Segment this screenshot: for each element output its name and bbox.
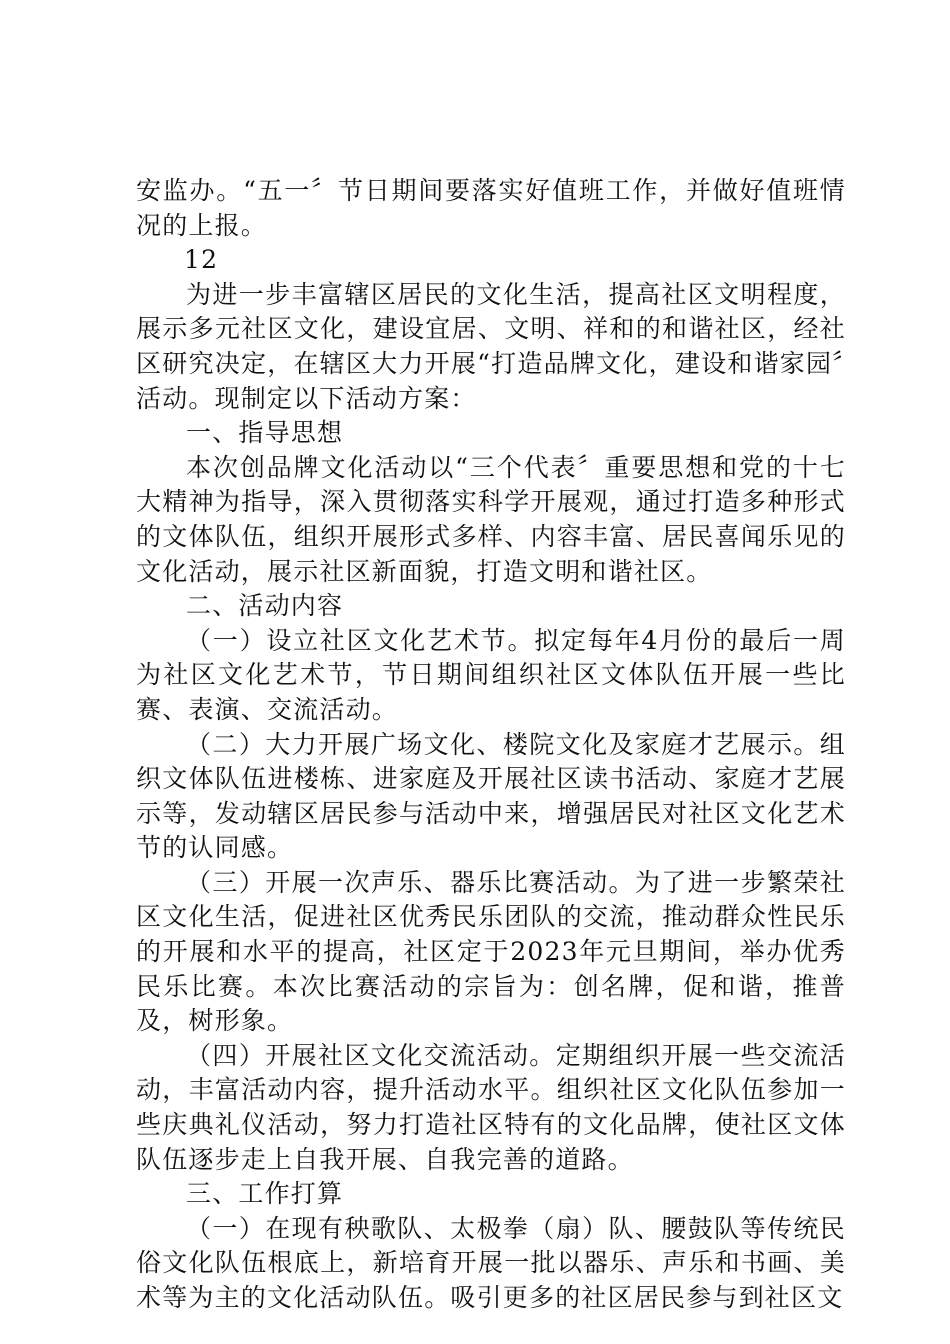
activity-item-4: （四）开展社区文化交流活动。定期组织开展一些交流活动，丰富活动内容，提升活动水平。组织社区文化队伍参加一些庆典礼仪活动，努力打造社区特有的文化品牌，使社区文体队伍逐步走上自我开展、自我完善的道路。 [136, 1040, 846, 1174]
activity-item-2: （二）大力开展广场文化、楼院文化及家庭才艺展示。组织文体队伍进楼栋、进家庭及开展社区读书活动、家庭才艺展示等，发动辖区居民参与活动中来，增强居民对社区文化艺术节的认同感。 [136, 729, 846, 863]
document-body [136, 174, 846, 1316]
guiding-ideology-paragraph: 本次创品牌文化活动以“三个代表〞重要思想和党的十七大精神为指导，深入贯彻落实科学开展观，通过打造多种形式的文体队伍，组织开展形式多样、内容丰富、居民喜闻乐见的文化活动，展示社区新面貌，打造文明和谐社区。 [136, 452, 846, 586]
activity-item-3: （三）开展一次声乐、器乐比赛活动。为了进一步繁荣社区文化生活，促进社区优秀民乐团队的交流，推动群众性民乐的开展和水平的提高，社区定于2023年元旦期间，举办优秀民乐比赛。本次比赛活动的宗旨为：创名牌，促和谐，推普及，树形象。 [136, 867, 846, 1036]
page-number: 12 [184, 245, 219, 275]
work-plan-item-1: （一）在现有秧歌队、太极拳（扇）队、腰鼓队等传统民俗文化队伍根底上，新培育开展一批以器乐、声乐和书画、美术等为主的文化活动队伍。吸引更多的社区居民参与到社区文 [136, 1213, 846, 1312]
activity-item-1: （一）设立社区文化艺术节。拟定每年4月份的最后一周为社区文化艺术节，节日期间组织社区文体队伍开展一些比赛、表演、交流活动。 [136, 625, 846, 724]
section-heading-guiding-ideology: 一、指导思想 [186, 418, 344, 448]
section-heading-activity-content: 二、活动内容 [186, 591, 344, 621]
section-heading-work-plan: 三、工作打算 [186, 1179, 344, 1209]
intro-paragraph: 为进一步丰富辖区居民的文化生活，提高社区文明程度，展示多元社区文化，建设宜居、文明、祥和的和谐社区，经社区研究决定，在辖区大力开展“打造品牌文化，建设和谐家园〞活动。现制定以下活动方案： [136, 279, 846, 413]
continuation-paragraph: 安监办。“五一〞节日期间要落实好值班工作，并做好值班情况的上报。 [136, 176, 846, 240]
